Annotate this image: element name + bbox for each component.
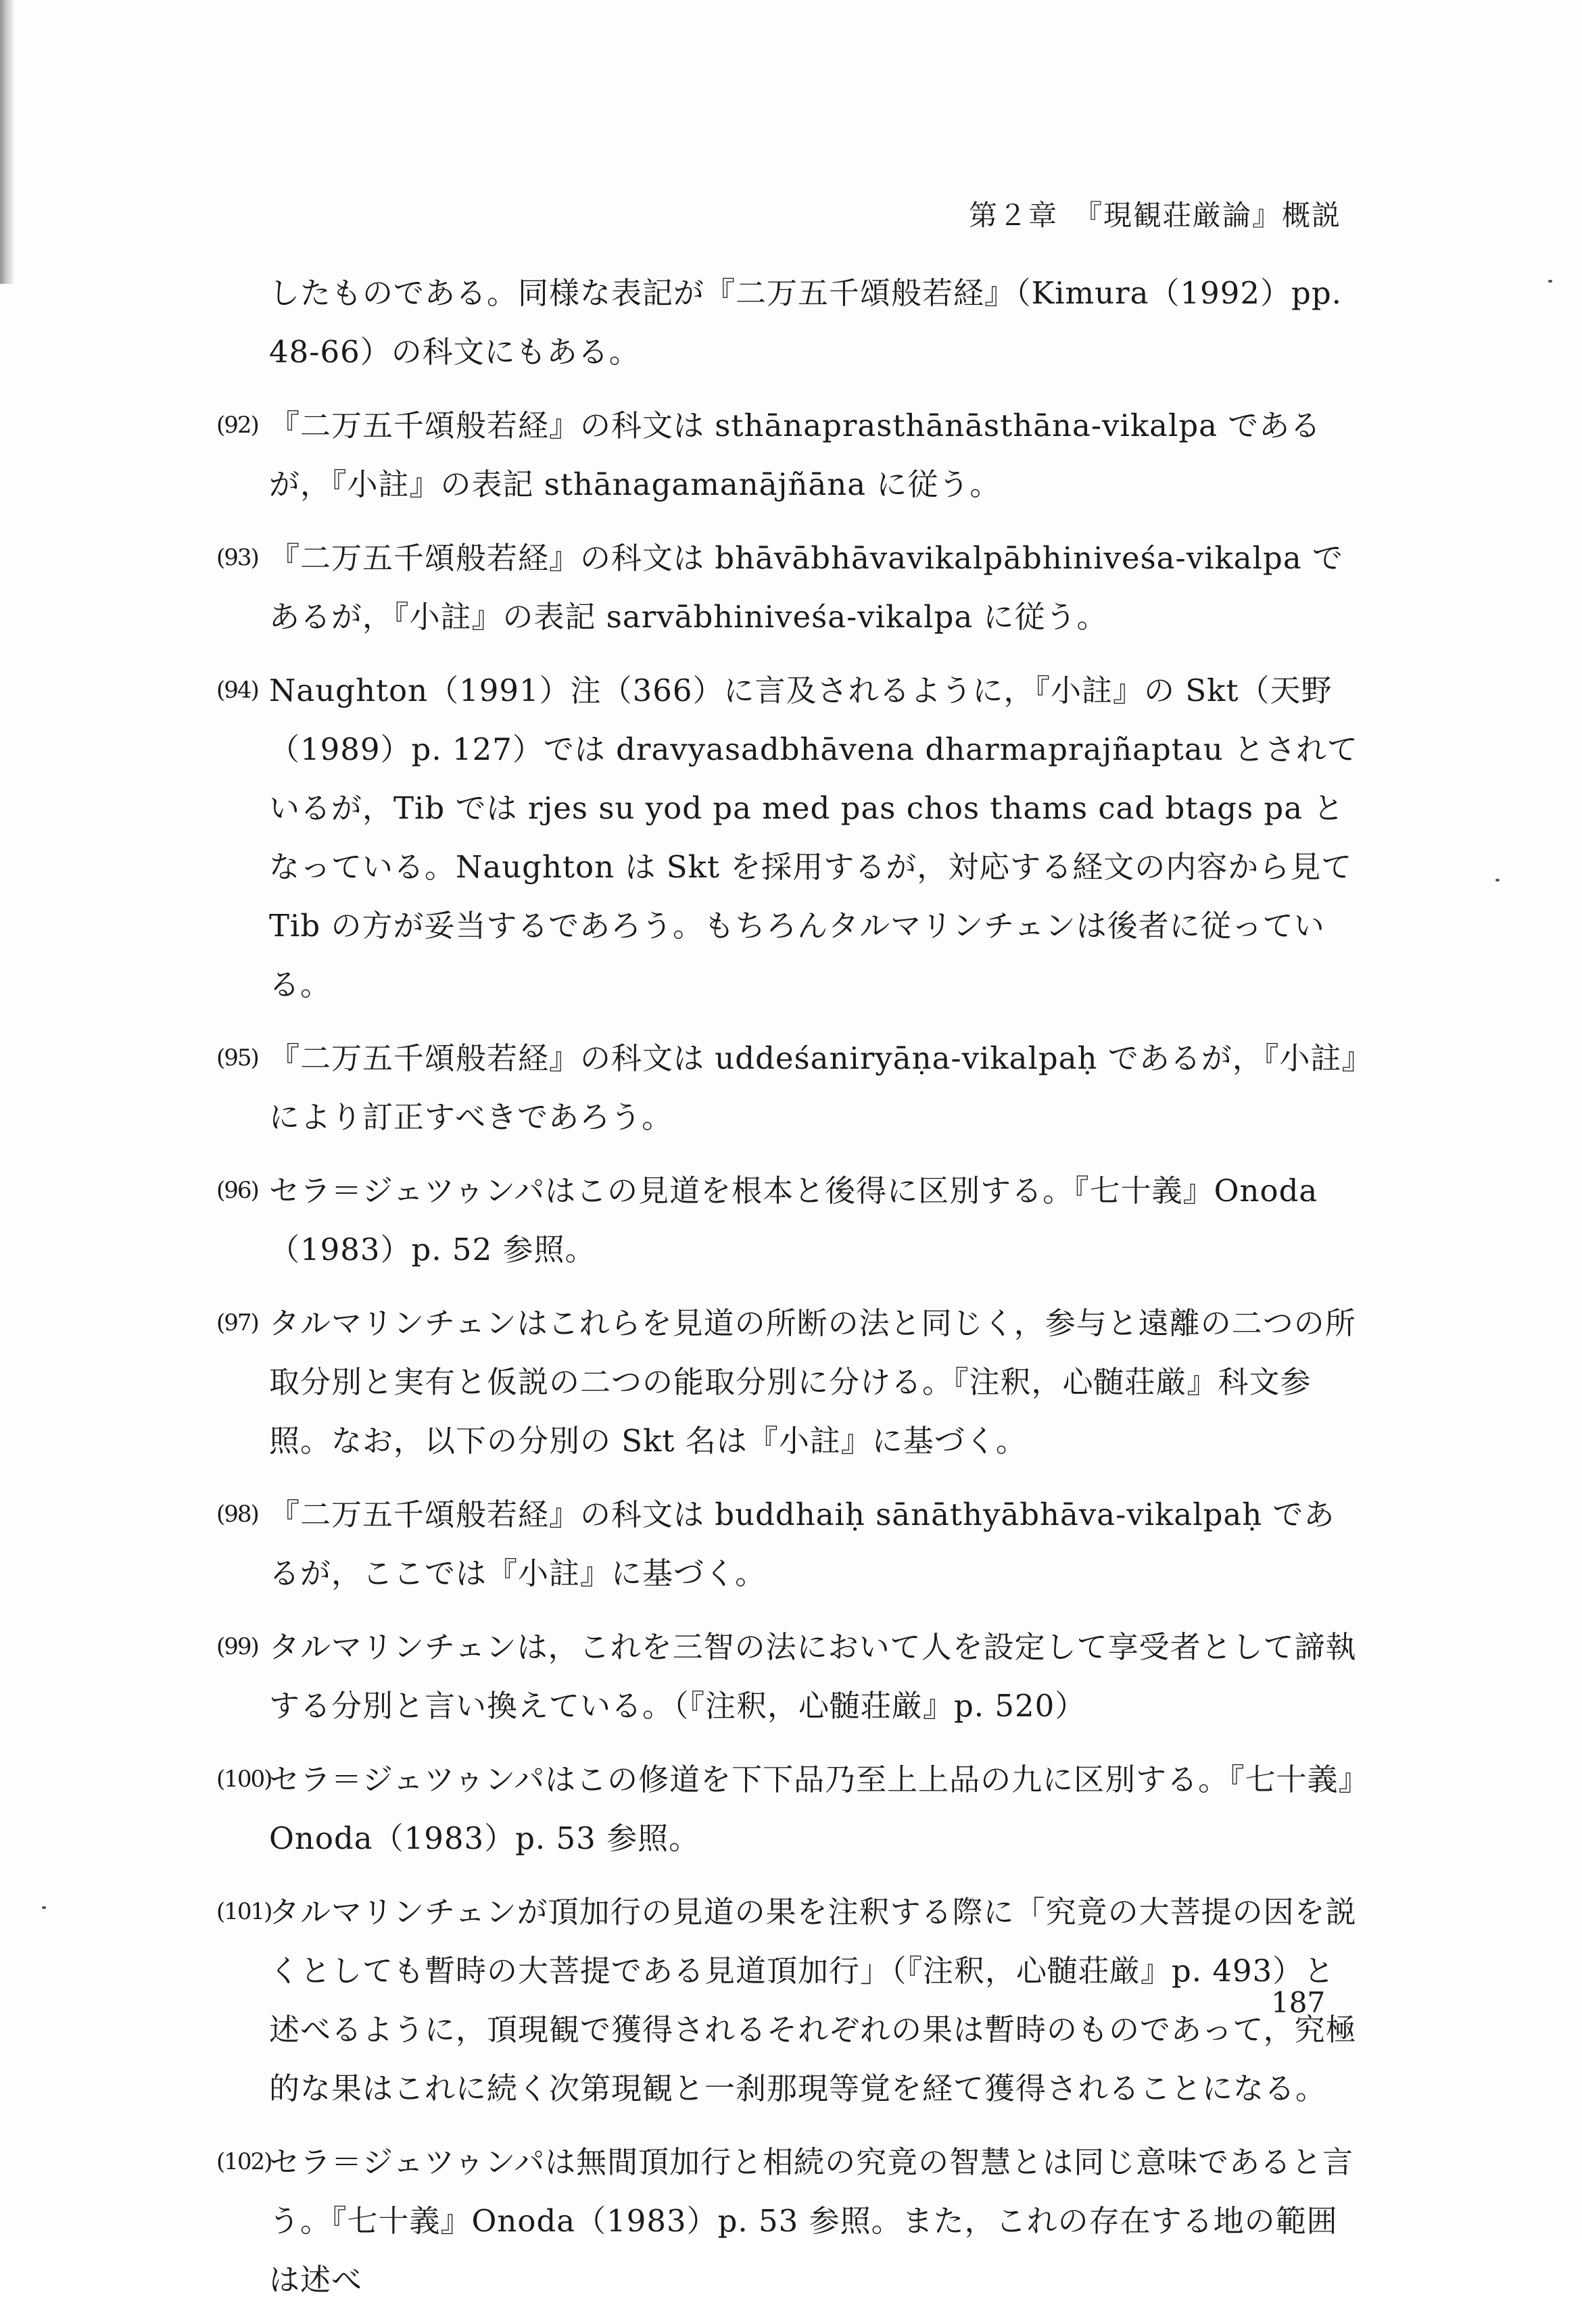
endnote-text: セラ＝ジェツゥンパは無間頂加行と相続の究竟の智慧とは同じ意味であると言う。『七十義』Onoda（1983）p. 53 参照。また，これの存在する地の範囲は述べ bbox=[269, 2144, 1354, 2298]
endnote-99 bbox=[215, 1618, 1364, 1735]
endnote-text: 『二万五千頌般若経』の科文は uddeśaniryāṇa-vikalpaḥ であるが，『小註』により訂正すべきであろう。 bbox=[269, 1040, 1358, 1135]
endnote-text: 『二万五千頌般若経』の科文は sthānaprasthānāsthāna-vikalpa であるが，『小註』の表記 sthānagamanājñāna に従う。 bbox=[269, 408, 1322, 502]
endnote-text: タルマリンチェンが頂加行の見道の果を注釈する際に「究竟の大菩提の因を説くとしても暫時の大菩提である見道頂加行」（『注釈，心髄荘厳』p. 493）と述べるように，頂現観で獲得されるそれぞれの果は暫時のものであって，究極的な果はこれに続く次第現観と一刹那現等覚を経て獲得されることになる。 bbox=[269, 1894, 1357, 2106]
endnote-number: (96) bbox=[216, 1177, 258, 1204]
endnote-text: セラ＝ジェツゥンパはこの見道を根本と後得に区別する。『七十義』Onoda（1983）p. 52 参照。 bbox=[269, 1173, 1318, 1267]
endnote-text: タルマリンチェンは，これを三智の法において人を設定して享受者として諦執する分別と言い換えている。（『注釈，心髄荘厳』p. 520） bbox=[269, 1629, 1357, 1724]
running-header: 第２章 『現観荘厳論』概説 bbox=[968, 199, 1341, 232]
endnote-text: 『二万五千頌般若経』の科文は buddhaiḥ sānāthyābhāva-vikalpaḥ であるが，ここでは『小註』に基づく。 bbox=[269, 1497, 1335, 1591]
endnote-number: (93) bbox=[216, 544, 258, 571]
endnote-101 bbox=[215, 1883, 1364, 2118]
endnote-text: セラ＝ジェツゥンパはこの修道を下下品乃至上上品の九に区別する。『七十義』Onoda（1983）p. 53 参照。 bbox=[269, 1762, 1355, 1856]
endnote-text: 『二万五千頌般若経』の科文は bhāvābhāvavikalpābhiniveśa-vikalpa であるが，『小註』の表記 sarvābhiniveśa-vikalpa に従う。 bbox=[269, 540, 1343, 635]
endnote-number: (92) bbox=[216, 412, 258, 439]
endnote-number: (100) bbox=[216, 1766, 272, 1793]
endnote-92 bbox=[215, 396, 1364, 514]
endnote-95 bbox=[215, 1029, 1364, 1146]
endnote-number: (98) bbox=[216, 1501, 258, 1528]
endnote-number: (101) bbox=[216, 1898, 272, 1925]
scan-speck bbox=[1548, 280, 1552, 283]
endnote-number: (97) bbox=[216, 1309, 258, 1336]
notes-body bbox=[215, 264, 1364, 2324]
endnote-number: (99) bbox=[216, 1633, 258, 1660]
endnote-100 bbox=[215, 1750, 1364, 1868]
endnote-number: (94) bbox=[216, 677, 258, 704]
scan-speck bbox=[42, 1906, 46, 1909]
scan-speck bbox=[1495, 879, 1500, 881]
continued-note-text: したものである。同様な表記が『二万五千頌般若経』（Kimura（1992）pp. 48-66）の科文にもある。 bbox=[269, 275, 1342, 370]
endnote-97 bbox=[215, 1294, 1364, 1470]
endnote-98 bbox=[215, 1485, 1364, 1603]
endnote-number: (95) bbox=[216, 1044, 258, 1071]
endnote-number: (102) bbox=[216, 2148, 272, 2175]
endnote-102 bbox=[215, 2133, 1364, 2309]
endnote-93 bbox=[215, 529, 1364, 646]
endnote-94 bbox=[215, 661, 1364, 1014]
endnote-96 bbox=[215, 1161, 1364, 1279]
endnote-text: Naughton（1991）注（366）に言及されるように，『小註』の Skt（天野（1989）p. 127）では dravyasadbhāvena dharmaprajñaptau とされているが，Tib では rjes su yod pa med pas chos thams cad btags pa となっている。Naughton は Skt を採用するが，対応する経文の内容から見て Tib の方が妥当するであろう。もちろんタルマリンチェンは後者に従っている。 bbox=[269, 673, 1359, 1002]
endnote-text: タルマリンチェンはこれらを見道の所断の法と同じく，参与と遠離の二つの所取分別と実有と仮説の二つの能取分別に分ける。『注釈，心髄荘厳』科文参照。なお，以下の分別の Skt 名は『小註』に基づく。 bbox=[269, 1305, 1356, 1459]
scan-edge-shadow bbox=[0, 0, 15, 284]
page-number: 187 bbox=[1271, 1986, 1326, 2019]
